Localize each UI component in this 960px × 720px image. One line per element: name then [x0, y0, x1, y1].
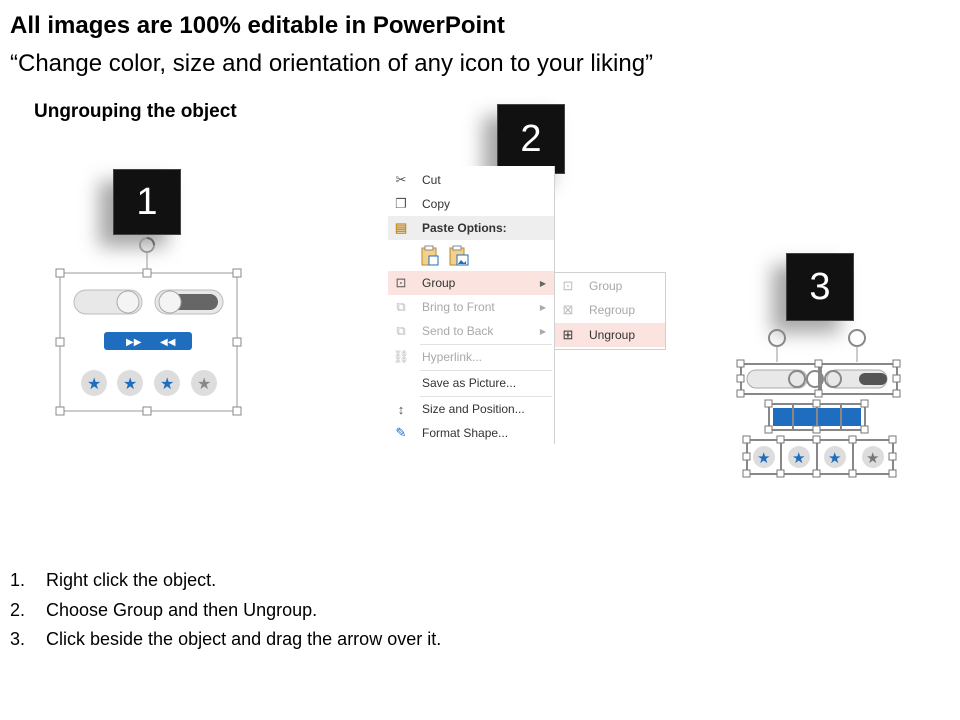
svg-text:★: ★: [197, 374, 212, 393]
grouped-object[interactable]: [54, 234, 248, 420]
copy-icon: ❐: [395, 196, 407, 211]
group-icon: ⊡: [562, 278, 574, 293]
paste-keep-formatting-icon[interactable]: [420, 245, 440, 267]
submenu-arrow-icon: ▶: [539, 302, 546, 312]
menu-item-format-shape[interactable]: ✎ Format Shape...: [388, 421, 554, 445]
step-badge-3: 3: [786, 253, 854, 321]
svg-text:★: ★: [160, 374, 175, 393]
submenu-arrow-icon: ▶: [539, 326, 546, 336]
size-position-icon: ↕: [397, 401, 405, 417]
ungrouped-object[interactable]: [735, 322, 905, 484]
send-back-icon: ⧉: [396, 323, 406, 338]
regroup-icon: ⊠: [562, 302, 574, 317]
scissors-icon: ✂: [395, 172, 407, 187]
format-shape-icon: ✎: [395, 425, 407, 440]
submenu-item-group[interactable]: ⊡ Group: [555, 274, 665, 298]
ungroup-icon: ⊞: [562, 327, 574, 342]
ungrouped-object-graphic: [735, 322, 905, 484]
instruction-item: 3. Click beside the object and drag the arrow over it.: [10, 629, 442, 649]
svg-text:★: ★: [866, 449, 880, 467]
instruction-list: [10, 566, 441, 655]
menu-item-save-as-picture[interactable]: Save as Picture...: [422, 376, 517, 390]
paste-picture-icon[interactable]: [448, 245, 470, 267]
menu-item-paste-options: ▤ Paste Options:: [388, 216, 554, 240]
svg-text:★: ★: [757, 449, 771, 467]
group-icon: ⊡: [395, 275, 407, 290]
slide-title: All images are 100% editable in PowerPoint: [10, 12, 505, 39]
svg-text:★: ★: [123, 374, 138, 393]
svg-text:▶▶: ▶▶: [126, 337, 142, 348]
step-badge-1: 1: [113, 169, 181, 235]
instruction-item: 2. Choose Group and then Ungroup.: [10, 599, 318, 620]
instruction-item: 1. Right click the object.: [10, 570, 217, 590]
menu-item-copy[interactable]: ❐ Copy: [388, 192, 554, 216]
slide-subtitle: “Change color, size and orientation of any icon to your liking”: [10, 50, 654, 77]
group-submenu: [554, 272, 666, 350]
svg-text:★: ★: [792, 449, 806, 467]
svg-text:★: ★: [87, 374, 102, 393]
svg-text:◀◀: ◀◀: [160, 337, 176, 348]
menu-item-send-to-back[interactable]: ⧉ Send to Back ▶: [388, 319, 554, 343]
menu-item-bring-to-front[interactable]: ⧉ Bring to Front ▶: [388, 295, 554, 319]
menu-item-size-and-position[interactable]: ↕ Size and Position...: [388, 397, 554, 421]
grouped-object-graphic: [54, 234, 248, 420]
context-menu: [388, 166, 555, 444]
hyperlink-icon: ⛓: [392, 349, 410, 364]
menu-item-hyperlink[interactable]: ⛓ Hyperlink...: [388, 345, 554, 369]
menu-item-cut[interactable]: ✂ Cut: [388, 168, 554, 192]
submenu-item-regroup[interactable]: ⊠ Regroup: [555, 298, 665, 322]
section-heading: Ungrouping the object: [34, 101, 237, 122]
menu-item-group[interactable]: ⊡ Group ▶: [388, 271, 554, 295]
submenu-item-ungroup[interactable]: ⊞ Ungroup: [555, 323, 665, 347]
clipboard-icon: ▤: [394, 220, 408, 235]
svg-text:★: ★: [828, 449, 842, 467]
bring-front-icon: ⧉: [396, 299, 406, 314]
submenu-arrow-icon: ▶: [539, 278, 546, 288]
paste-option-buttons: [388, 242, 554, 270]
step-badge-2: 2: [497, 104, 565, 174]
